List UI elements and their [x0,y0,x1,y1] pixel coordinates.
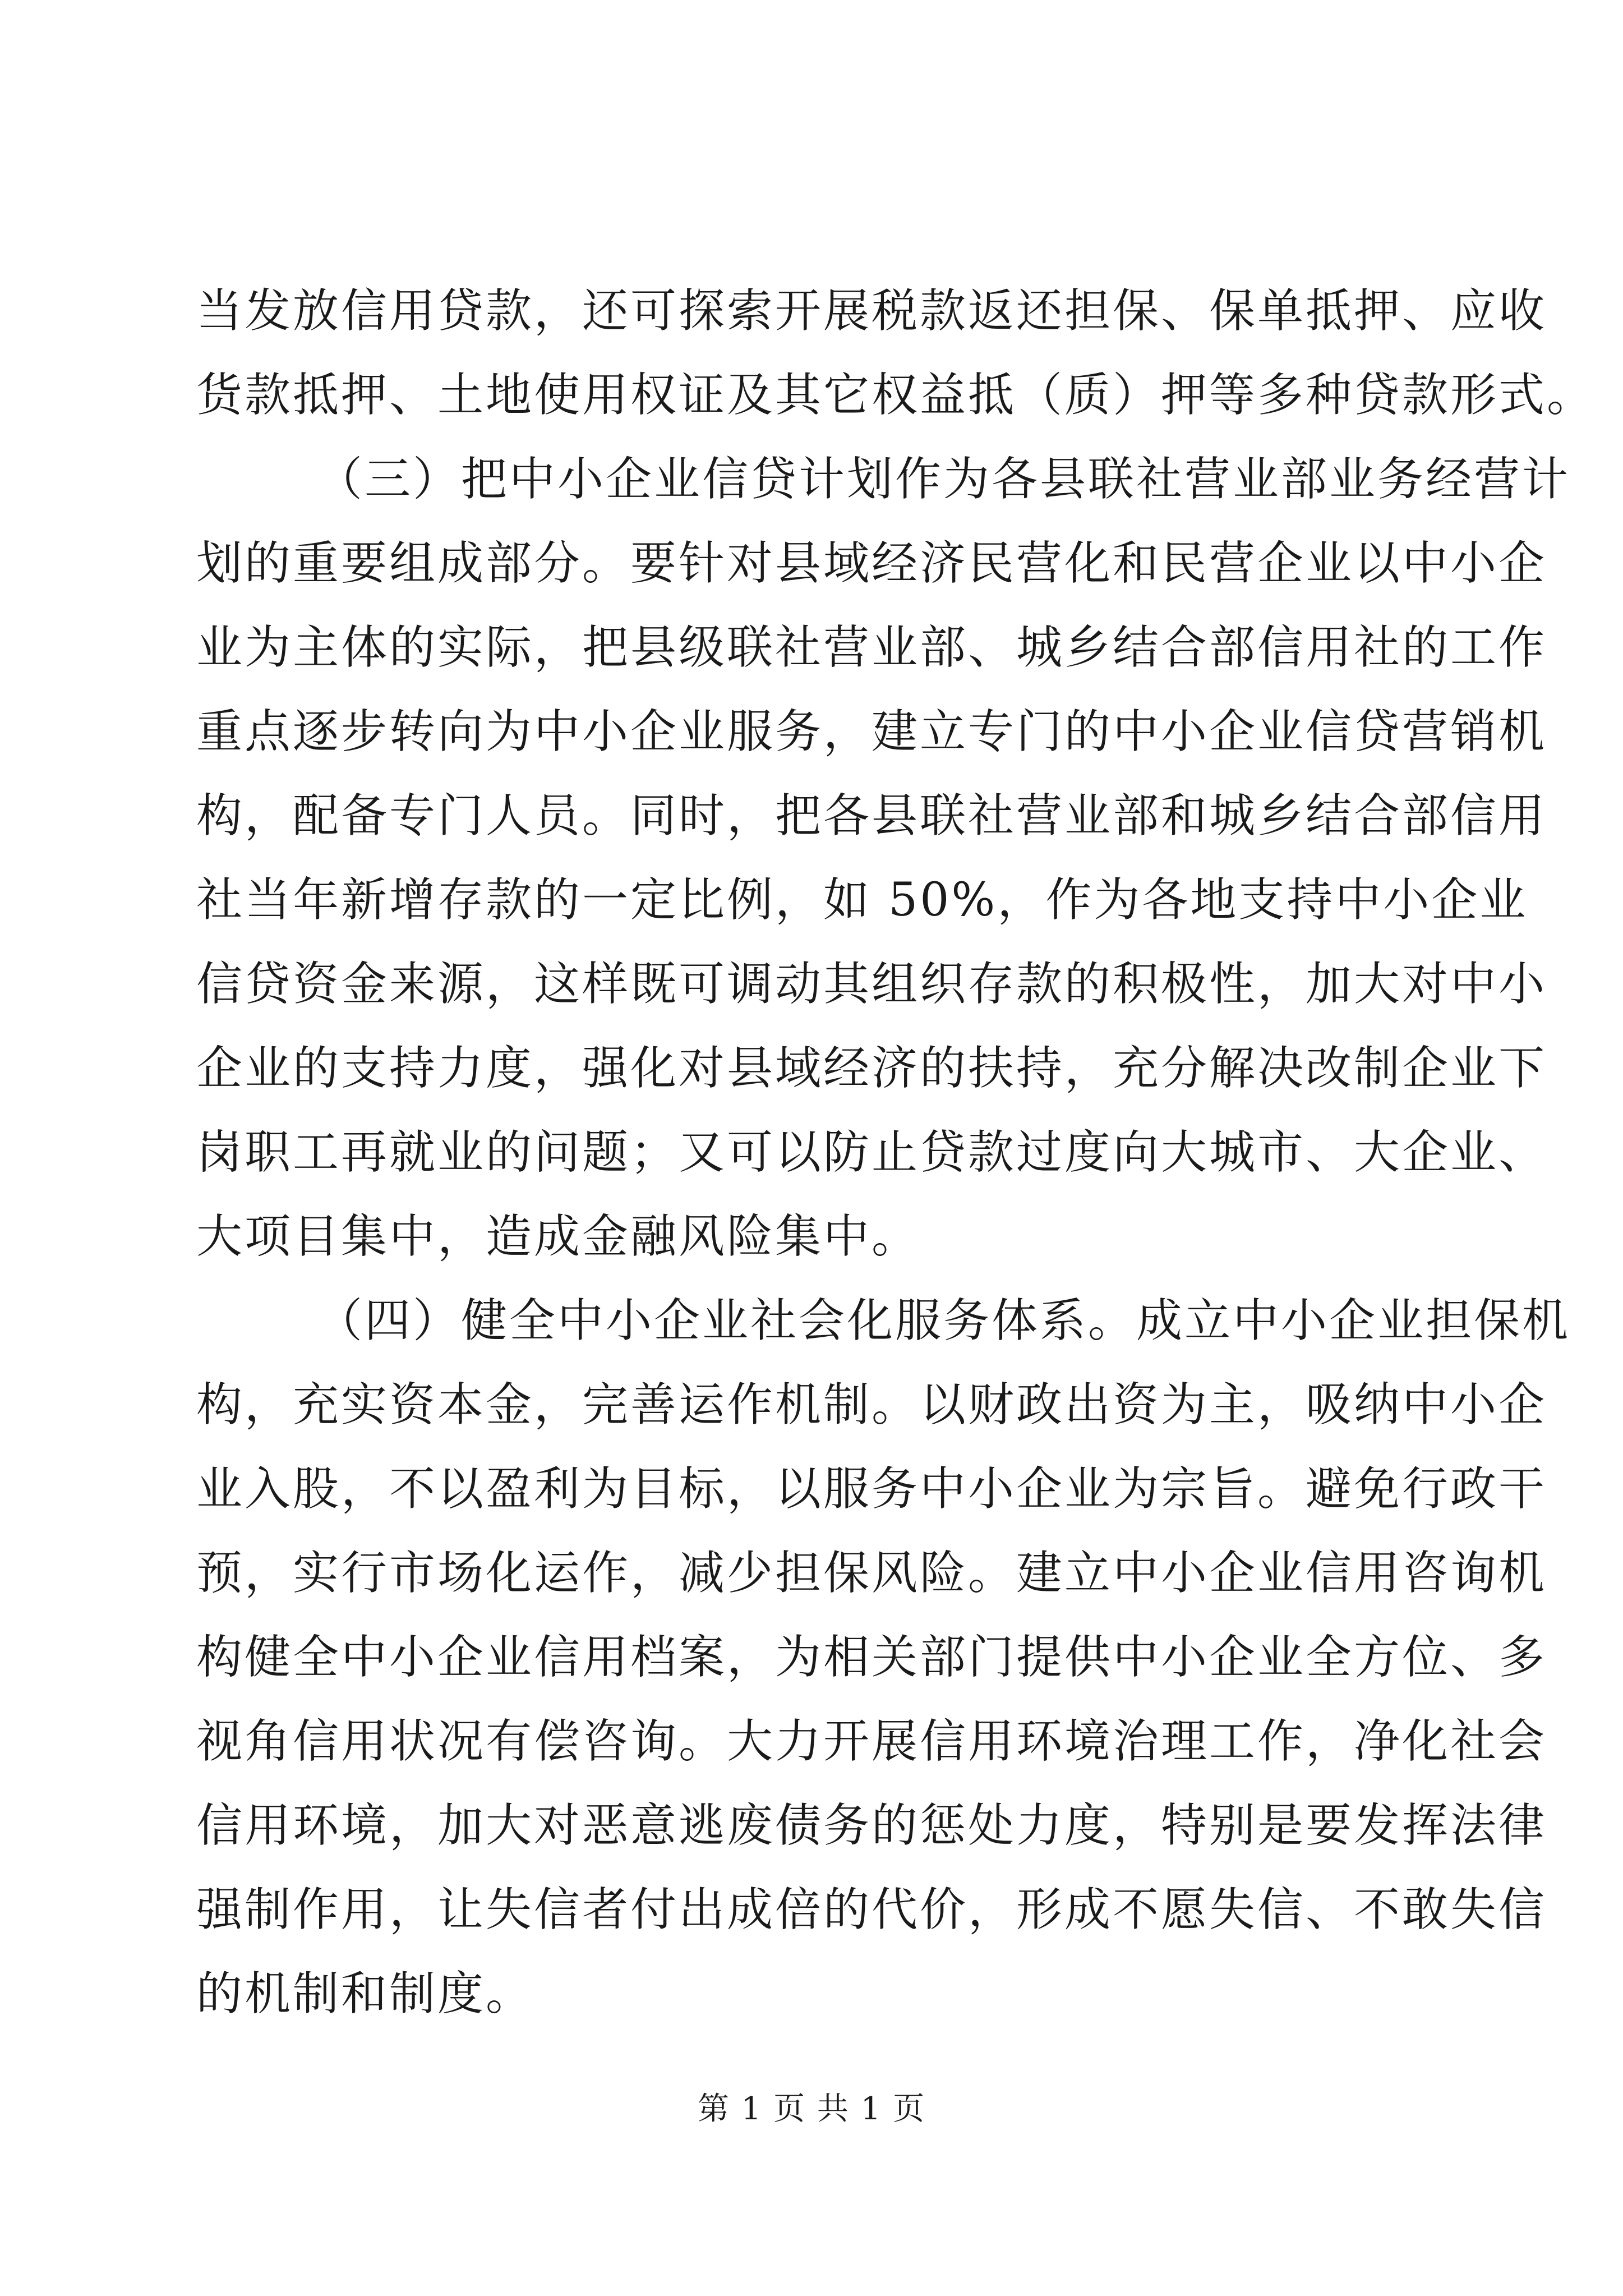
text-line: 重点逐步转向为中小企业服务，建立专门的中小企业信贷营销机 [196,705,1547,758]
text-line: 视角信用状况有偿咨询。大力开展信用环境治理工作，净化社会 [196,1715,1547,1768]
page-footer: 第 1 页 共 1 页 [697,2091,926,2127]
text-line: 划的重要组成部分。要针对县域经济民营化和民营企业以中小企 [196,537,1547,590]
text-line: 业入股，不以盈利为目标，以服务中小企业为宗旨。避免行政干 [196,1462,1547,1516]
text-line: 货款抵押、土地使用权证及其它权益抵（质）押等多种贷款形式。 [196,369,1596,422]
text-line: 当发放信用贷款，还可探索开展税款返还担保、保单抵押、应收 [196,284,1547,338]
text-line: 预，实行市场化运作，减少担保风险。建立中小企业信用咨询机 [196,1547,1547,1600]
text-line: 业为主体的实际，把县级联社营业部、城乡结合部信用社的工作 [196,621,1547,674]
text-line: 信贷资金来源，这样既可调动其组织存款的积极性，加大对中小 [196,958,1547,1011]
text-line: 信用环境，加大对恶意逃废债务的惩处力度，特别是要发挥法律 [196,1799,1547,1852]
text-line: 企业的支持力度，强化对县域经济的扶持，充分解决改制企业下 [196,1042,1547,1095]
text-line: 强制作用，让失信者付出成倍的代价，形成不愿失信、不敢失信 [196,1883,1547,1936]
text-line: 的机制和制度。 [196,1967,534,2021]
text-line: 构健全中小企业信用档案，为相关部门提供中小企业全方位、多 [196,1631,1547,1684]
paragraph-start-line: （三）把中小企业信贷计划作为各县联社营业部业务经营计 [316,453,1571,506]
paragraph-start-line: （四）健全中小企业社会化服务体系。成立中小企业担保机 [316,1294,1571,1347]
text-line: 社当年新增存款的一定比例，如 50%，作为各地支持中小企业 [196,873,1528,927]
text-line: 构，充实资本金，完善运作机制。以财政出资为主，吸纳中小企 [196,1378,1547,1432]
text-line: 构，配备专门人员。同时，把各县联社营业部和城乡结合部信用 [196,789,1547,843]
text-line: 岗职工再就业的问题；又可以防止贷款过度向大城市、大企业、 [196,1126,1547,1179]
text-line: 大项目集中，造成金融风险集中。 [196,1210,920,1263]
